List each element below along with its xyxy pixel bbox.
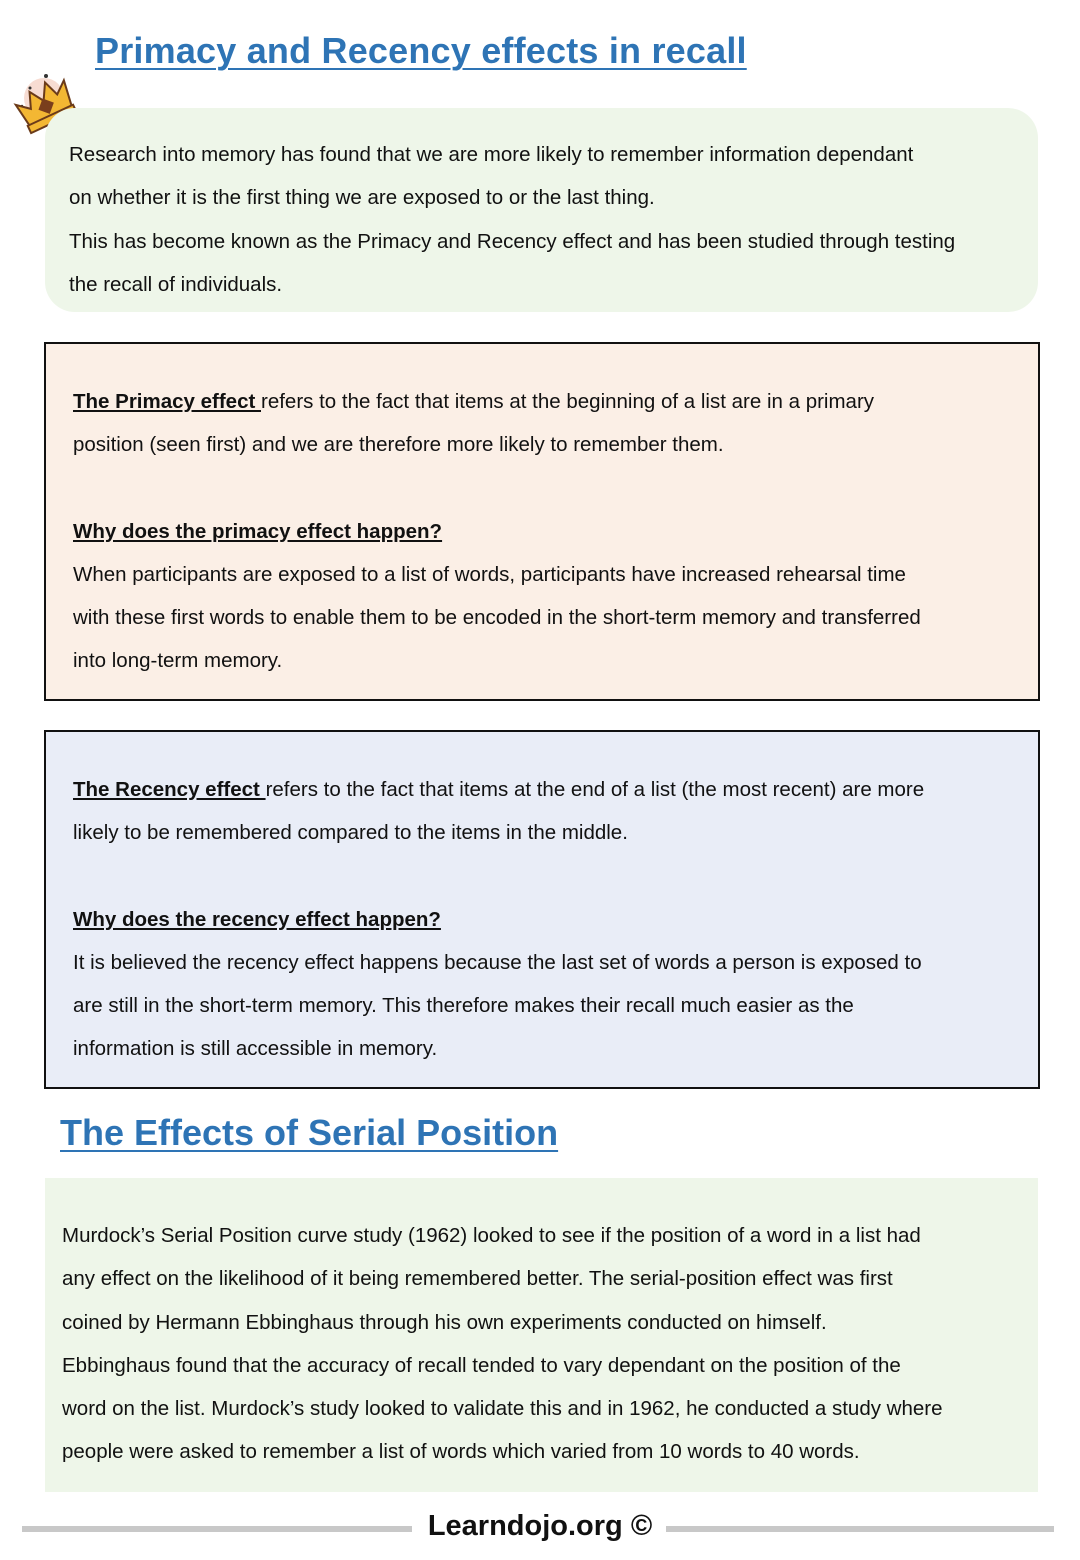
primacy-definition: position (seen first) and we are therefore more likely to remember them. bbox=[73, 433, 724, 457]
intro-line: the recall of individuals. bbox=[69, 272, 283, 296]
recency-definition: refers to the fact that items at the end of a list (the most recent) are more bbox=[265, 778, 925, 801]
recency-answer: information is still accessible in memory. bbox=[73, 1037, 438, 1061]
serial-line: coined by Hermann Ebbinghaus through his own experiments conducted on himself. bbox=[62, 1310, 827, 1334]
recency-term: The Recency effect bbox=[73, 778, 266, 801]
primacy-answer: When participants are exposed to a list of words, participants have increased rehearsal time bbox=[73, 562, 906, 586]
section-heading: The Effects of Serial Position bbox=[60, 1112, 559, 1153]
serial-line: Ebbinghaus found that the accuracy of recall tended to vary dependant on the position of the bbox=[62, 1353, 901, 1377]
recency-question: Why does the recency effect happen? bbox=[73, 907, 441, 931]
intro-panel bbox=[45, 108, 1038, 312]
serial-line: word on the list. Murdock’s study looked to validate this and in 1962, he conducted a study where bbox=[62, 1397, 943, 1421]
serial-panel bbox=[45, 1178, 1038, 1492]
primacy-answer: into long-term memory. bbox=[73, 649, 283, 673]
intro-line: on whether it is the first thing we are exposed to or the last thing. bbox=[69, 186, 655, 210]
recency-definition: likely to be remembered compared to the items in the middle. bbox=[73, 821, 628, 845]
serial-line: people were asked to remember a list of words which varied from 10 words to 40 words. bbox=[62, 1440, 860, 1464]
serial-line: Murdock’s Serial Position curve study (1962) looked to see if the position of a word in a list had bbox=[62, 1224, 921, 1247]
primacy-definition: refers to the fact that items at the beginning of a list are in a primary bbox=[261, 390, 875, 413]
page-title: Primacy and Recency effects in recall bbox=[95, 30, 747, 71]
intro-line: This has become known as the Primacy and Recency effect and has been studied through testing bbox=[69, 229, 956, 253]
recency-panel bbox=[44, 730, 1040, 1089]
recency-answer: It is believed the recency effect happens because the last set of words a person is exposed to bbox=[73, 950, 922, 974]
footer bbox=[0, 1510, 1080, 1550]
intro-line: Research into memory has found that we are more likely to remember information dependant bbox=[69, 143, 914, 166]
serial-line: any effect on the likelihood of it being remembered better. The serial-position effect was first bbox=[62, 1267, 893, 1291]
recency-answer: are still in the short-term memory. This therefore makes their recall much easier as the bbox=[73, 994, 854, 1018]
primacy-panel bbox=[44, 342, 1040, 701]
primacy-term: The Primacy effect bbox=[73, 390, 261, 413]
primacy-answer: with these first words to enable them to be encoded in the short-term memory and transferred bbox=[73, 606, 921, 630]
footer-brand: Learndojo.org © bbox=[427, 1510, 653, 1542]
primacy-question: Why does the primacy effect happen? bbox=[73, 519, 443, 543]
